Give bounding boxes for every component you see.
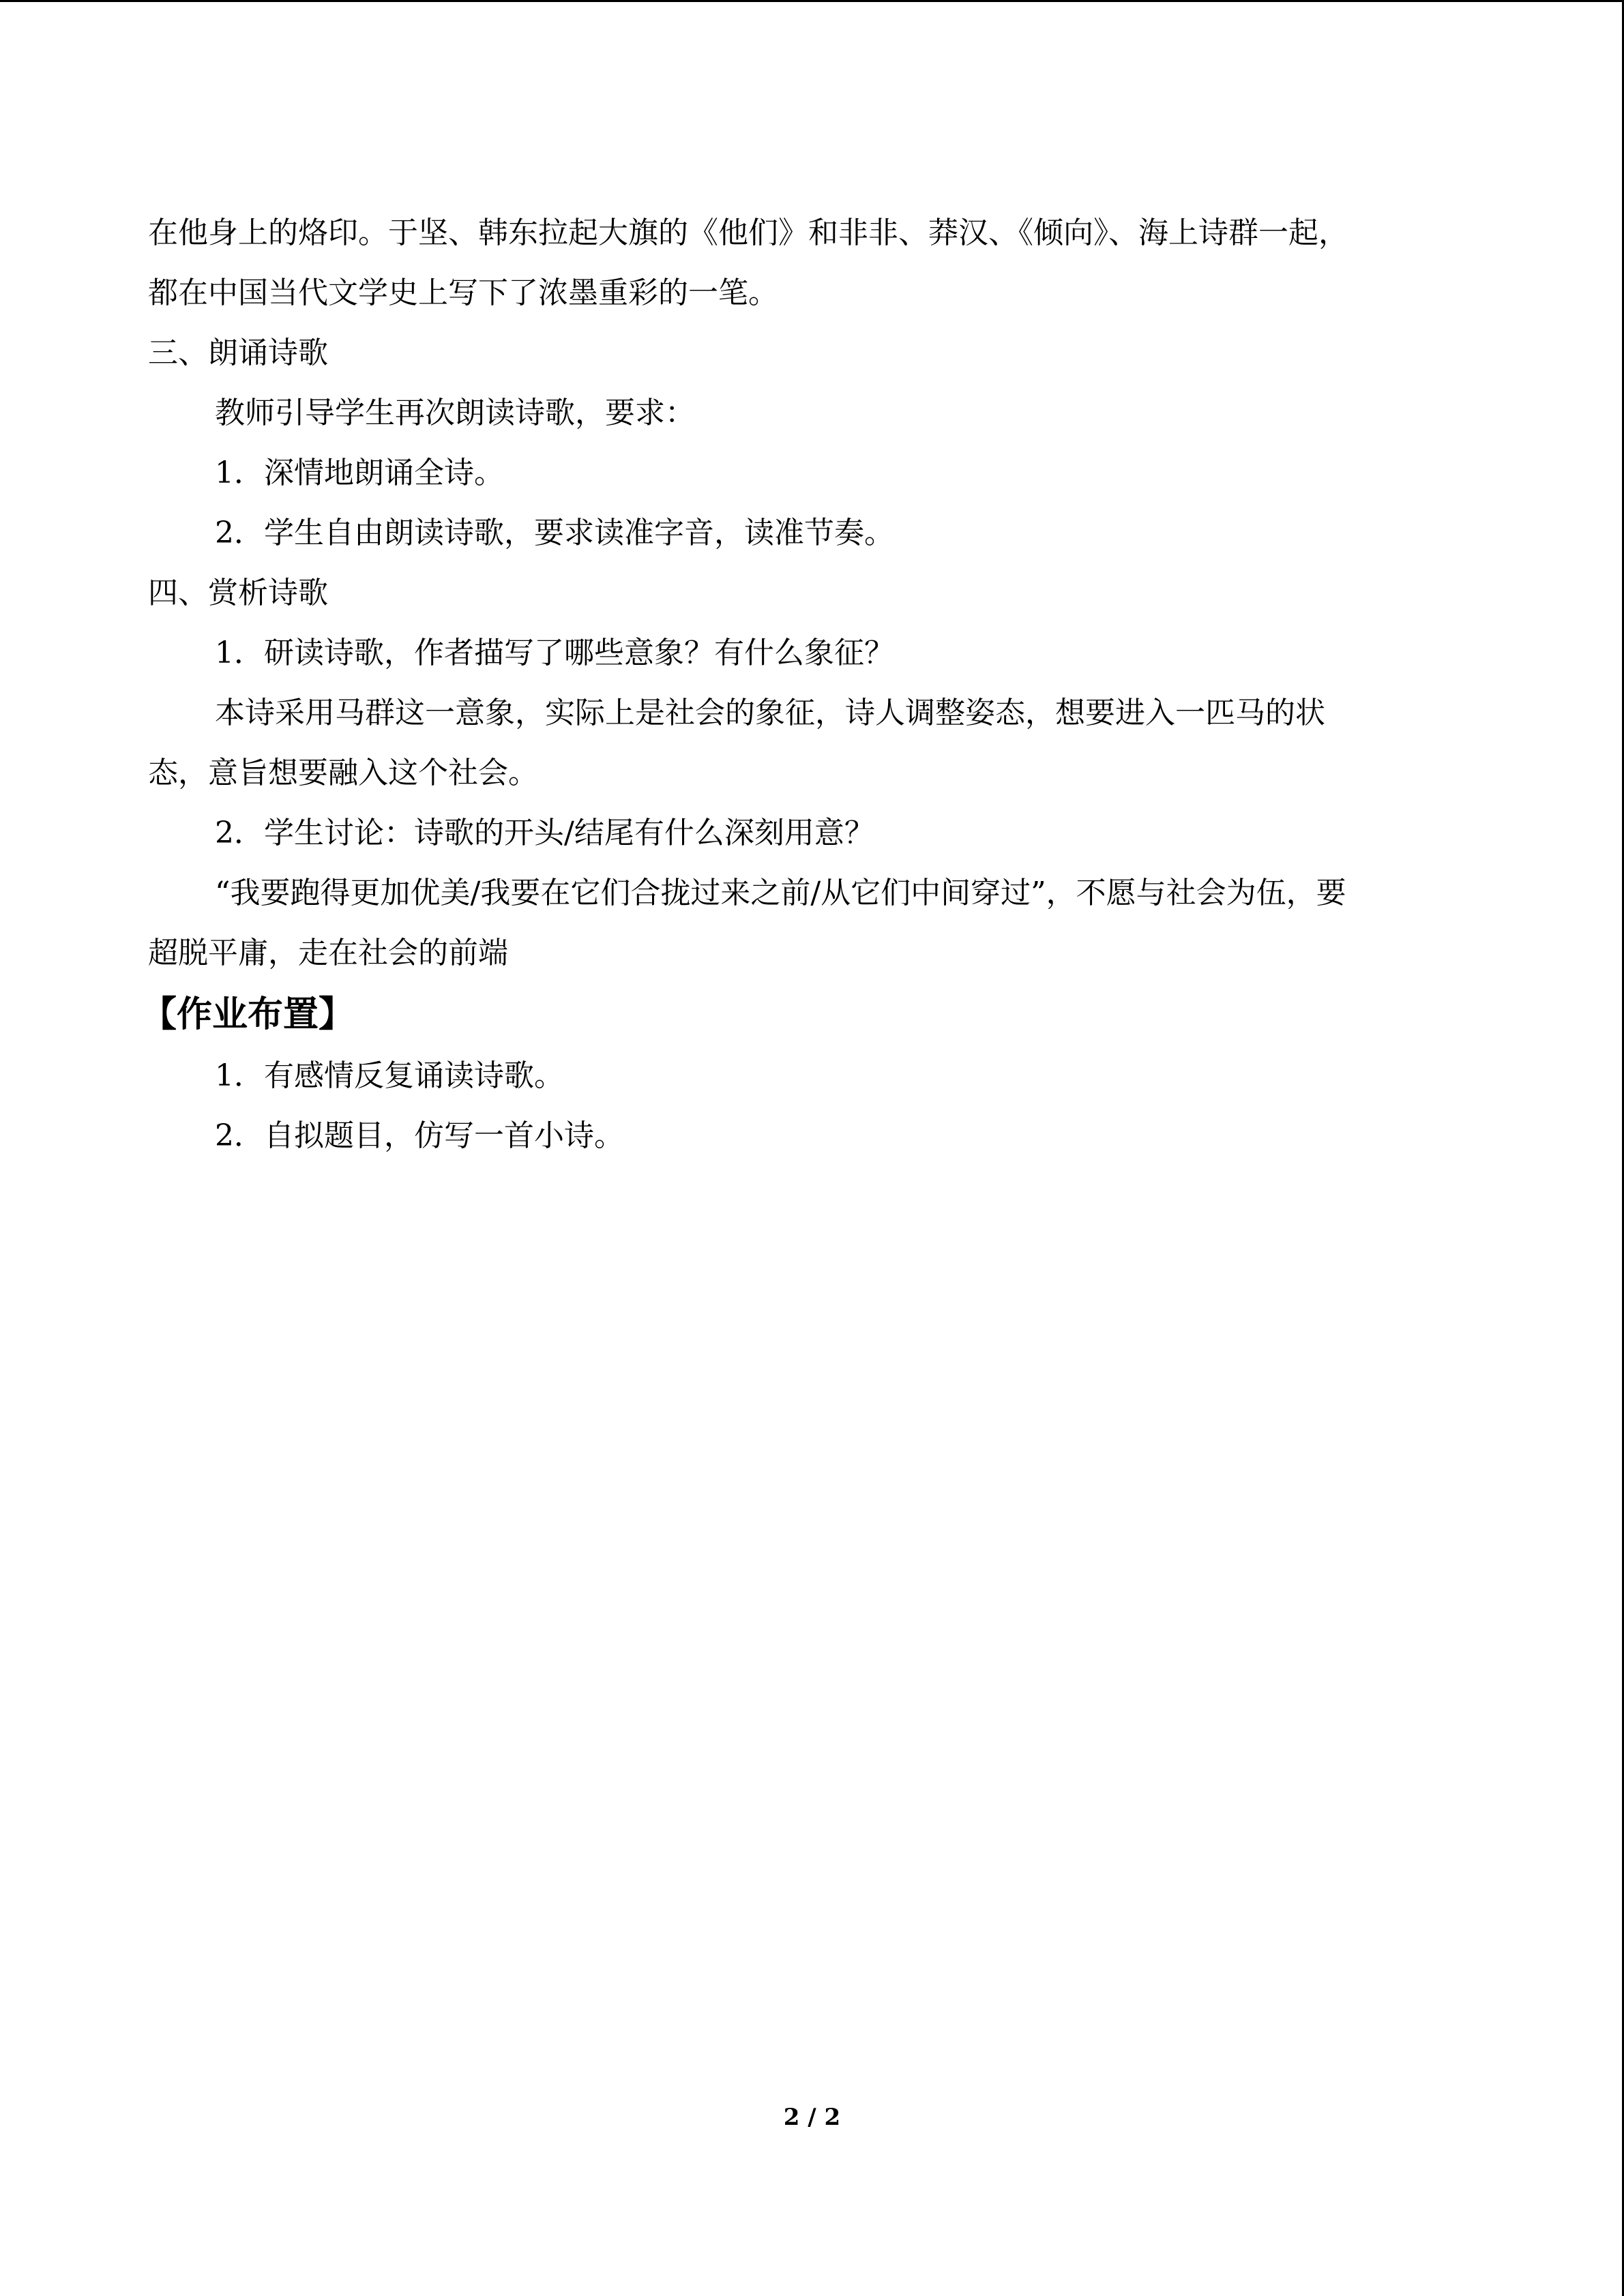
homework-item-2: 2．自拟题目，仿写一首小诗。 <box>215 1118 624 1153</box>
body-line-2: 都在中国当代文学史上写下了浓墨重彩的一笔。 <box>148 275 778 310</box>
section-heading-appreciate: 四、赏析诗歌 <box>148 576 328 610</box>
body-line-quote-1: “我要跑得更加优美/我要在它们合拢过来之前/从它们中间穿过”，不愿与社会为伍，要 <box>215 876 1346 910</box>
body-line-quote-2: 超脱平庸，走在社会的前端 <box>148 936 508 970</box>
list-item-appreciate-2: 2．学生讨论：诗歌的开头/结尾有什么深刻用意？ <box>215 816 874 850</box>
homework-title: 【作业布置】 <box>141 994 355 1035</box>
list-item-recite-2: 2．学生自由朗读诗歌，要求读准字音，读准节奏。 <box>215 516 894 550</box>
section-heading-recite: 三、朗诵诗歌 <box>148 336 328 370</box>
homework-item-1: 1．有感情反复诵读诗歌。 <box>215 1058 564 1093</box>
body-line-teacher-guide: 教师引导学生再次朗读诗歌，要求： <box>215 396 695 430</box>
body-line-imagery-2: 态，意旨想要融入这个社会。 <box>148 756 538 790</box>
page-border-top <box>0 0 1624 2</box>
list-item-appreciate-1: 1．研读诗歌，作者描写了哪些意象？有什么象征？ <box>215 636 894 670</box>
list-item-recite-1: 1．深情地朗诵全诗。 <box>215 456 504 490</box>
body-line-imagery-1: 本诗采用马群这一意象，实际上是社会的象征，诗人调整姿态，想要进入一匹马的状 <box>215 696 1325 730</box>
body-line-1: 在他身上的烙印。于坚、韩东拉起大旗的《他们》和非非、莽汉、《倾向》、海上诗群一起， <box>148 215 1348 250</box>
document-body <box>141 203 1478 1166</box>
page-number: 2 / 2 <box>783 2104 841 2131</box>
